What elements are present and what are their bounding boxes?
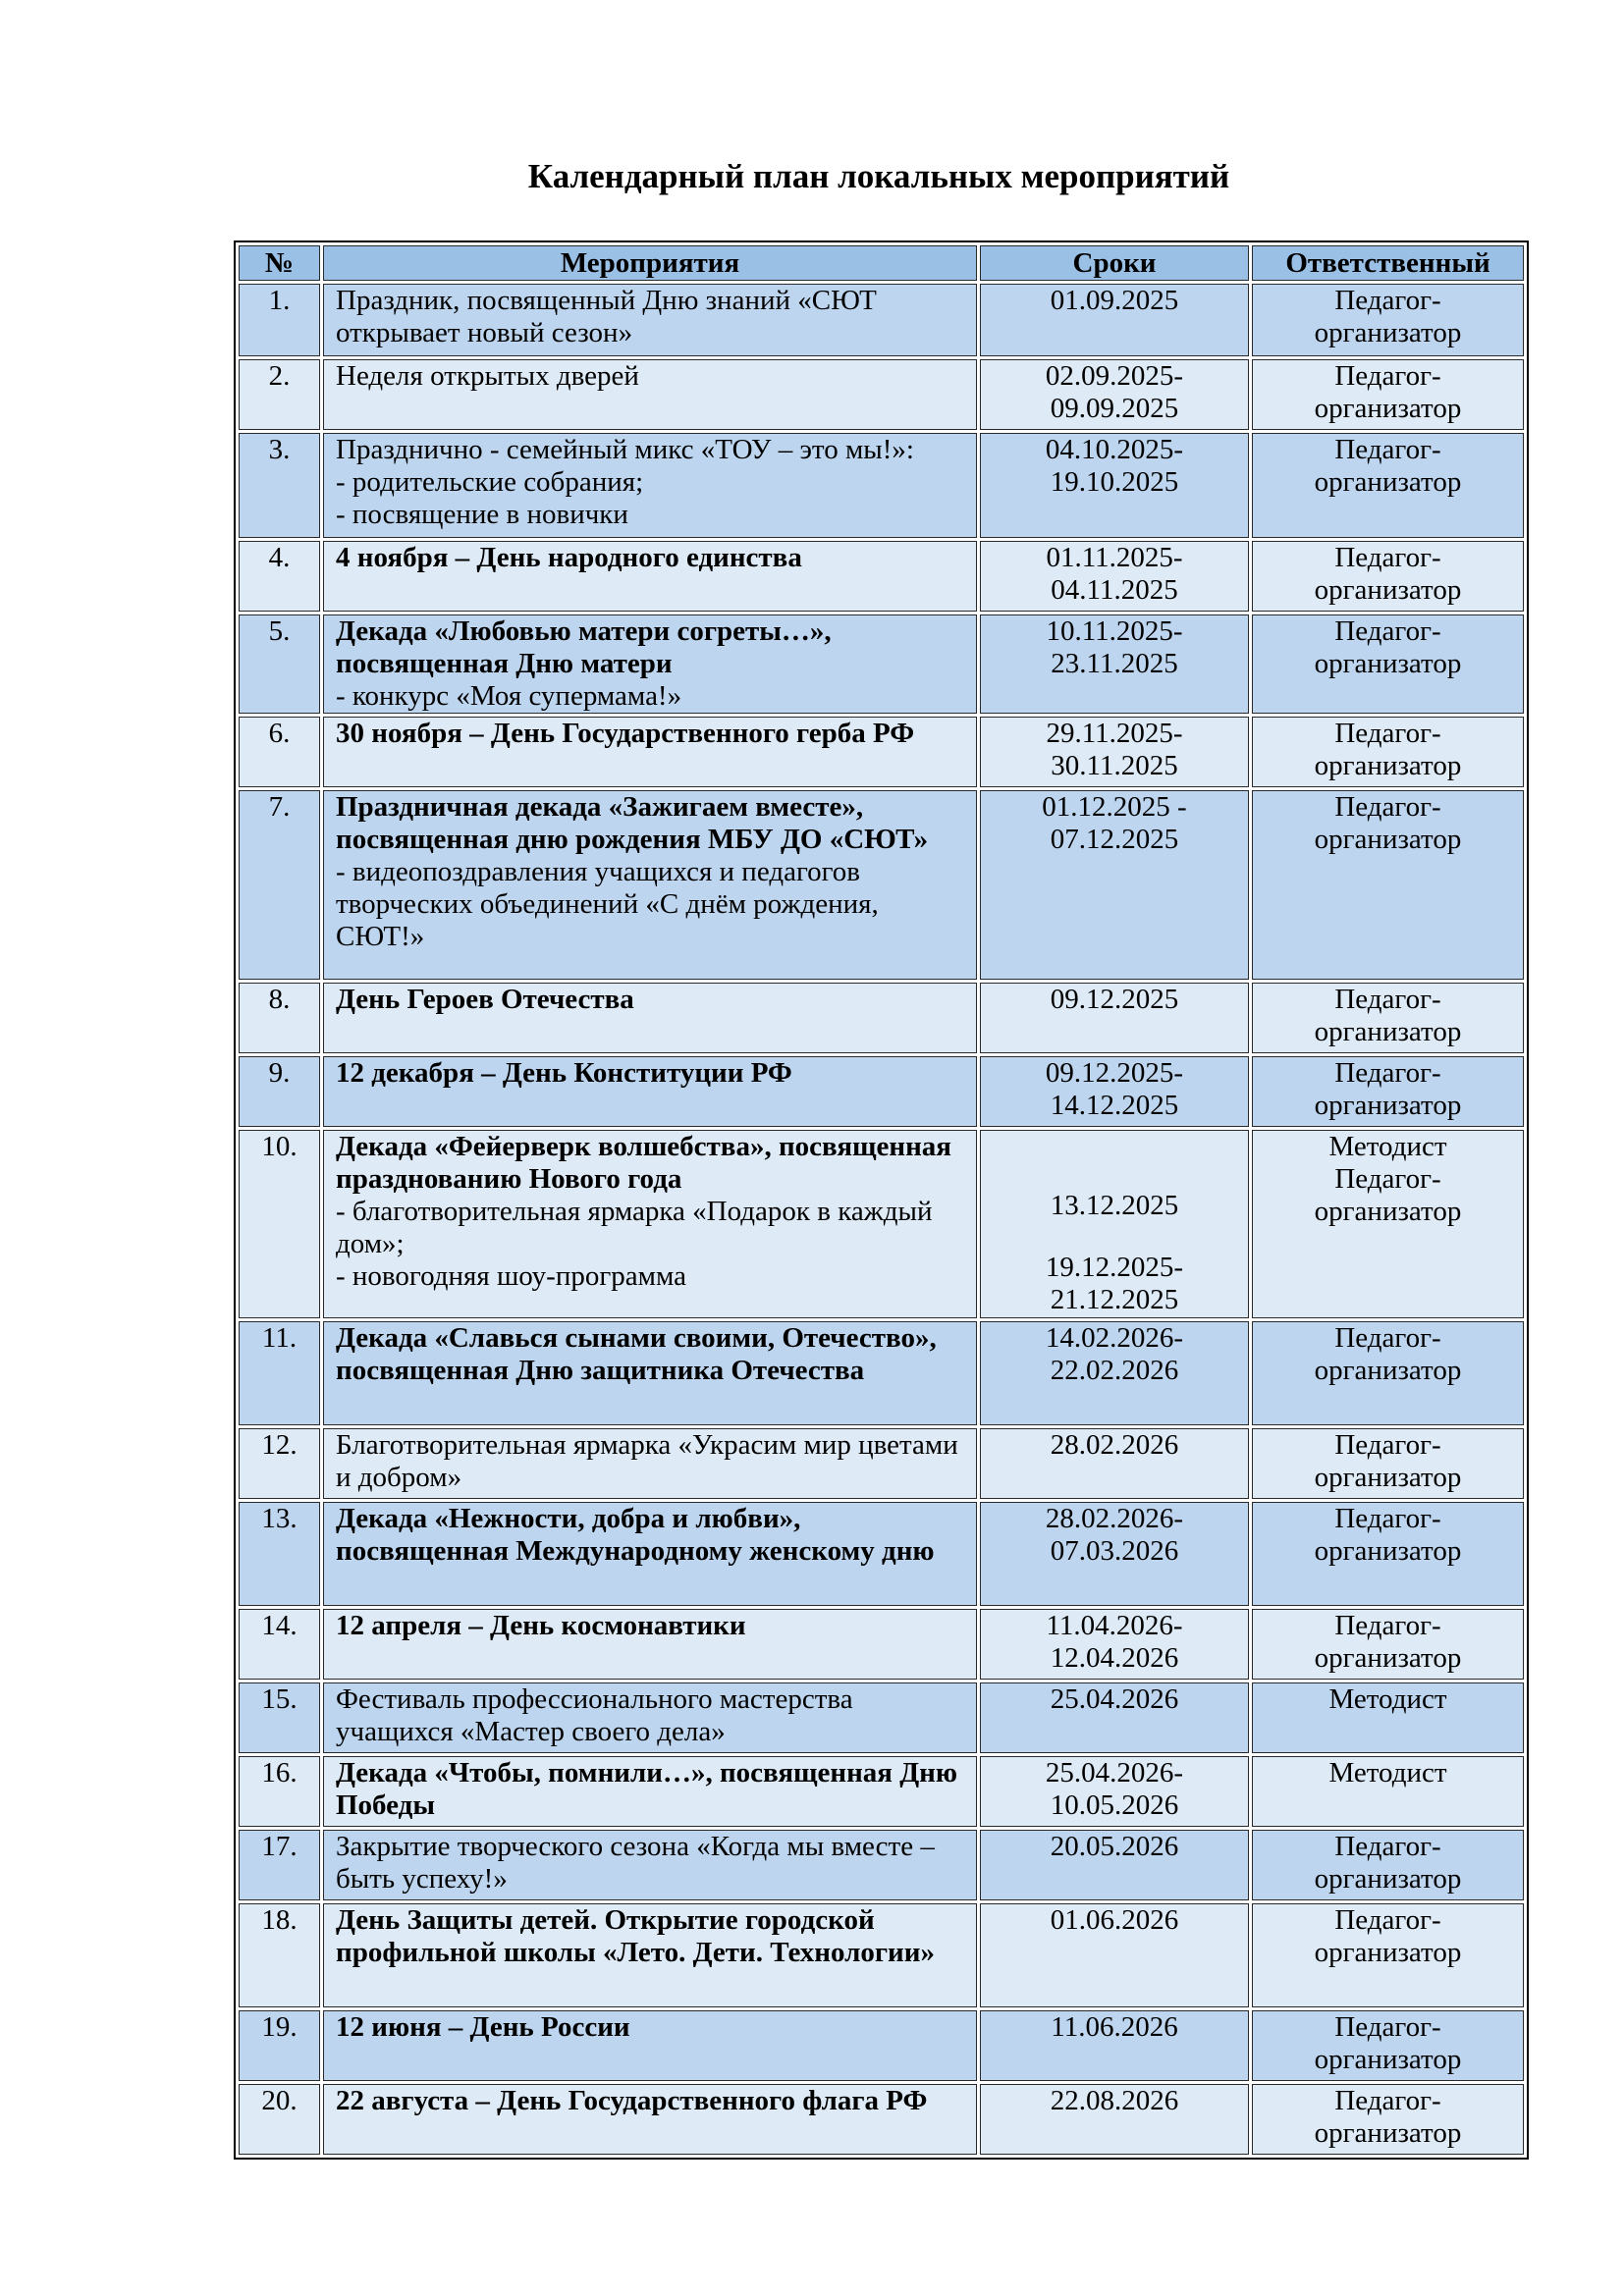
event-subitem: - посвящение в новички (336, 499, 628, 530)
header-date: Сроки (980, 245, 1249, 281)
responsible-line: Педагог- (1334, 1904, 1441, 1936)
row-number: 5. (239, 614, 320, 714)
date-cell (980, 1830, 1249, 1900)
table-row (239, 284, 1524, 356)
date-cell (980, 433, 1249, 538)
date-line: 28.02.2026 (1050, 1429, 1179, 1461)
row-number: 3. (239, 433, 320, 538)
date-line: 21.12.2025 (1050, 1284, 1179, 1315)
table-row (239, 2084, 1524, 2155)
date-cell (980, 1321, 1249, 1425)
table-row (239, 1130, 1524, 1318)
date-line: 09.12.2025- (1045, 1057, 1184, 1089)
event-cell (323, 2010, 977, 2081)
responsible-cell (1252, 1056, 1524, 1127)
row-number: 4. (239, 541, 320, 612)
date-cell (980, 359, 1249, 430)
responsible-cell (1252, 433, 1524, 538)
date-line: 25.04.2026- (1045, 1757, 1184, 1789)
page-title: Календарный план локальных мероприятий (527, 157, 1230, 195)
row-number: 9. (239, 1056, 320, 1127)
responsible-line: Педагог- (1334, 718, 1441, 749)
responsible-line: Методист (1328, 1683, 1447, 1715)
row-number: 10. (239, 1130, 320, 1318)
responsible-line: организатор (1314, 1642, 1462, 1674)
table-row (239, 1502, 1524, 1606)
date-cell (980, 614, 1249, 714)
responsible-line: организатор (1314, 1090, 1462, 1121)
responsible-cell (1252, 359, 1524, 430)
date-line: 10.11.2025- (1046, 615, 1183, 647)
table-row (239, 983, 1524, 1053)
row-number: 2. (239, 359, 320, 430)
responsible-cell (1252, 717, 1524, 787)
responsible-line: Педагог- (1334, 2085, 1441, 2116)
responsible-cell (1252, 1756, 1524, 1827)
responsible-line: организатор (1314, 317, 1462, 348)
responsible-line: организатор (1314, 466, 1462, 498)
date-cell (980, 983, 1249, 1053)
table-row (239, 2010, 1524, 2081)
date-line: 22.02.2026 (1050, 1355, 1179, 1386)
responsible-line: организатор (1314, 648, 1462, 679)
spacer (985, 1131, 1244, 1160)
responsible-line: Педагог- (1334, 1503, 1441, 1534)
date-line: 23.11.2025 (1051, 648, 1178, 679)
responsible-cell (1252, 1428, 1524, 1499)
event-cell (323, 614, 977, 714)
table-row (239, 359, 1524, 430)
event-cell (323, 717, 977, 787)
event-cell (323, 1502, 977, 1606)
date-line: 30.11.2025 (1051, 750, 1178, 781)
date-line: 02.09.2025- (1045, 360, 1184, 392)
event-cell (323, 284, 977, 356)
event-title: Праздник, посвященный Дню знаний «СЮТ открывает новый сезон» (336, 285, 877, 348)
event-title: Декада «Славься сынами своими, Отечество», посвященная Дню защитника Отечества (336, 1322, 937, 1386)
date-cell (980, 1756, 1249, 1827)
row-number: 13. (239, 1502, 320, 1606)
header-num: № (239, 245, 320, 281)
date-line: 01.06.2026 (1050, 1904, 1179, 1936)
date-line: 09.12.2025 (1050, 984, 1179, 1015)
responsible-line: Педагог- (1334, 285, 1441, 316)
row-number: 8. (239, 983, 320, 1053)
event-title: Декада «Чтобы, помнили…», посвященная Дню Победы (336, 1757, 958, 1821)
event-title: Закрытие творческого сезона «Когда мы вместе – быть успеху!» (336, 1831, 935, 1895)
event-title: 4 ноября – День народного единства (336, 542, 802, 573)
row-number: 16. (239, 1756, 320, 1827)
date-cell (980, 1682, 1249, 1753)
responsible-line: организатор (1314, 1016, 1462, 1047)
row-number: 6. (239, 717, 320, 787)
date-line: 07.12.2025 (1050, 824, 1179, 855)
date-line: 29.11.2025- (1046, 718, 1183, 749)
event-title: Благотворительная ярмарка «Украсим мир цветами и добром» (336, 1429, 958, 1493)
row-number: 18. (239, 1903, 320, 2007)
table-row (239, 717, 1524, 787)
responsible-line: Педагог- (1334, 1057, 1441, 1089)
table-row (239, 433, 1524, 538)
event-cell (323, 1428, 977, 1499)
table-row (239, 790, 1524, 980)
responsible-line: Методист (1328, 1131, 1447, 1162)
responsible-line: Педагог- (1334, 1831, 1441, 1862)
responsible-cell (1252, 1682, 1524, 1753)
event-cell (323, 2084, 977, 2155)
responsible-line: организатор (1314, 1937, 1462, 1968)
date-line: 07.03.2026 (1050, 1535, 1179, 1567)
date-line: 12.04.2026 (1050, 1642, 1179, 1674)
table-row (239, 1830, 1524, 1900)
event-title: Декада «Любовью матери согреты…», посвященная Дню матери (336, 615, 832, 679)
event-title: 12 апреля – День космонавтики (336, 1610, 746, 1641)
date-line: 09.09.2025 (1050, 393, 1179, 424)
date-line: 11.06.2026 (1051, 2011, 1178, 2043)
event-title: 12 июня – День России (336, 2011, 630, 2043)
date-line: 10.05.2026 (1050, 1789, 1179, 1821)
responsible-cell (1252, 1502, 1524, 1606)
event-cell (323, 1830, 977, 1900)
responsible-line: организатор (1314, 1462, 1462, 1493)
event-title: 12 декабря – День Конституции РФ (336, 1057, 792, 1089)
event-cell (323, 541, 977, 612)
event-title: 30 ноября – День Государственного герба РФ (336, 718, 915, 749)
responsible-line: Педагог- (1334, 542, 1441, 573)
responsible-line: организатор (1314, 750, 1462, 781)
responsible-line: организатор (1314, 393, 1462, 424)
responsible-line: организатор (1314, 2044, 1462, 2075)
responsible-line: Педагог- (1334, 1429, 1441, 1461)
responsible-line: Педагог- (1334, 615, 1441, 647)
responsible-cell (1252, 1609, 1524, 1680)
responsible-line: Педагог- (1334, 1322, 1441, 1354)
table-row (239, 614, 1524, 714)
date-cell (980, 717, 1249, 787)
responsible-cell (1252, 1830, 1524, 1900)
table-row (239, 1056, 1524, 1127)
event-cell (323, 1756, 977, 1827)
responsible-line: Педагог- (1334, 1610, 1441, 1641)
responsible-cell (1252, 1903, 1524, 2007)
date-line: 28.02.2026- (1045, 1503, 1184, 1534)
event-cell (323, 433, 977, 538)
responsible-line: организатор (1314, 1863, 1462, 1895)
date-cell (980, 2084, 1249, 2155)
date-line: 14.02.2026- (1045, 1322, 1184, 1354)
event-title: День Защиты детей. Открытие городской профильной школы «Лето. Дети. Технологии» (336, 1904, 935, 1968)
date-cell (980, 541, 1249, 612)
event-title: Декада «Нежности, добра и любви», посвященная Международному женскому дню (336, 1503, 935, 1567)
responsible-line: организатор (1314, 1196, 1462, 1227)
table-row (239, 1321, 1524, 1425)
date-line: 22.08.2026 (1050, 2085, 1179, 2116)
responsible-line: организатор (1314, 1535, 1462, 1567)
header-responsible: Ответственный (1252, 245, 1524, 281)
event-subitem: - новогодняя шоу-программа (336, 1260, 687, 1292)
event-cell (323, 983, 977, 1053)
table-row (239, 1756, 1524, 1827)
responsible-line: Педагог- (1334, 2011, 1441, 2043)
row-number: 15. (239, 1682, 320, 1753)
event-cell (323, 1321, 977, 1425)
responsible-cell (1252, 284, 1524, 356)
date-cell (980, 284, 1249, 356)
row-number: 17. (239, 1830, 320, 1900)
event-title: Неделя открытых дверей (336, 360, 639, 392)
event-cell (323, 790, 977, 980)
date-line: 04.11.2025 (1051, 574, 1178, 606)
responsible-cell (1252, 983, 1524, 1053)
event-subitem: - видеопоздравления учащихся и педагогов творческих объединений «С днём рождения, СЮТ!» (336, 856, 879, 952)
date-line: 13.12.2025 (1050, 1190, 1179, 1221)
date-line: 01.11.2025- (1046, 542, 1183, 573)
table-row (239, 541, 1524, 612)
date-line: 01.09.2025 (1050, 285, 1179, 316)
event-cell (323, 1682, 977, 1753)
spacer (985, 1160, 1244, 1190)
responsible-line: организатор (1314, 2117, 1462, 2149)
date-line: 20.05.2026 (1050, 1831, 1179, 1862)
date-line: 14.12.2025 (1050, 1090, 1179, 1121)
date-line: 04.10.2025- (1045, 434, 1184, 465)
date-line: 25.04.2026 (1050, 1683, 1179, 1715)
responsible-cell (1252, 2084, 1524, 2155)
responsible-cell (1252, 2010, 1524, 2081)
responsible-cell (1252, 614, 1524, 714)
event-cell (323, 1056, 977, 1127)
responsible-line: Педагог- (1334, 1163, 1441, 1195)
responsible-cell (1252, 790, 1524, 980)
spacer (985, 1222, 1244, 1252)
event-title: Декада «Фейерверк волшебства», посвященная празднованию Нового года (336, 1131, 951, 1195)
row-number: 7. (239, 790, 320, 980)
row-number: 19. (239, 2010, 320, 2081)
event-title: Празднично - семейный микс «ТОУ – это мы!»: (336, 434, 914, 465)
table-header-row (239, 245, 1524, 281)
date-cell (980, 1903, 1249, 2007)
events-table (234, 240, 1529, 2160)
event-subitem: - родительские собрания; (336, 466, 644, 498)
event-cell (323, 1609, 977, 1680)
responsible-line: Методист (1328, 1757, 1447, 1789)
table-row (239, 1428, 1524, 1499)
row-number: 12. (239, 1428, 320, 1499)
responsible-cell (1252, 1130, 1524, 1318)
event-cell (323, 1903, 977, 2007)
date-line: 01.12.2025 - (1042, 791, 1187, 823)
responsible-line: организатор (1314, 1355, 1462, 1386)
row-number: 1. (239, 284, 320, 356)
date-cell (980, 1609, 1249, 1680)
event-title: День Героев Отечества (336, 984, 634, 1015)
date-line: 19.12.2025- (1045, 1252, 1184, 1283)
responsible-cell (1252, 1321, 1524, 1425)
row-number: 20. (239, 2084, 320, 2155)
date-cell (980, 1056, 1249, 1127)
row-number: 11. (239, 1321, 320, 1425)
date-cell (980, 790, 1249, 980)
date-cell (980, 1428, 1249, 1499)
event-subitem: - благотворительная ярмарка «Подарок в каждый дом»; (336, 1196, 933, 1259)
date-line: 11.04.2026- (1046, 1610, 1183, 1641)
event-subitem: - конкурс «Моя супермама!» (336, 680, 682, 712)
responsible-cell (1252, 541, 1524, 612)
responsible-line: Педагог- (1334, 360, 1441, 392)
responsible-line: Педагог- (1334, 791, 1441, 823)
table-row (239, 1609, 1524, 1680)
date-cell (980, 1502, 1249, 1606)
event-cell (323, 359, 977, 430)
date-cell (980, 2010, 1249, 2081)
responsible-line: организатор (1314, 574, 1462, 606)
responsible-line: организатор (1314, 824, 1462, 855)
date-line: 19.10.2025 (1050, 466, 1179, 498)
date-cell (980, 1130, 1249, 1318)
header-event: Мероприятия (323, 245, 977, 281)
event-cell (323, 1130, 977, 1318)
event-title: Фестиваль профессионального мастерства учащихся «Мастер своего дела» (336, 1683, 853, 1747)
responsible-line: Педагог- (1334, 434, 1441, 465)
table-row (239, 1682, 1524, 1753)
event-title: Праздничная декада «Зажигаем вместе», посвященная дню рождения МБУ ДО «СЮТ» (336, 791, 929, 855)
event-title: 22 августа – День Государственного флага РФ (336, 2085, 928, 2116)
responsible-line: Педагог- (1334, 984, 1441, 1015)
row-number: 14. (239, 1609, 320, 1680)
table-row (239, 1903, 1524, 2007)
